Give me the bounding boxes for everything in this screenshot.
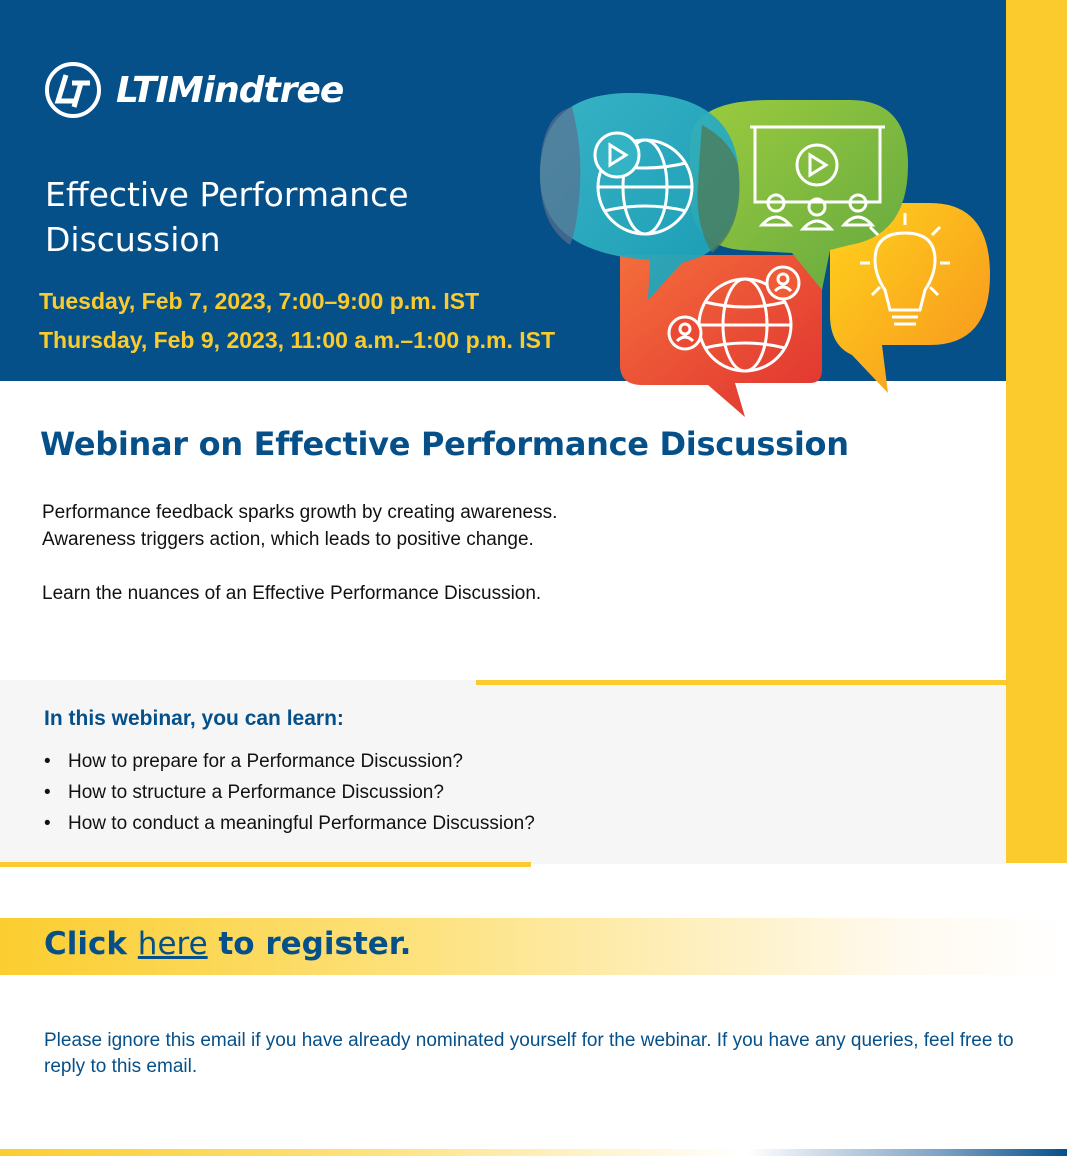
event-date-1: Tuesday, Feb 7, 2023, 7:00–9:00 p.m. IST xyxy=(39,288,480,314)
learning-top-divider xyxy=(476,680,1006,685)
footer-note: Please ignore this email if you have already nominated yourself for the webinar. If you have any queries, feel free to reply to this email. xyxy=(44,1030,1014,1077)
event-title-line-2: Discussion xyxy=(45,220,221,259)
brand-logo xyxy=(44,61,343,119)
brand-name: LTIMindtree xyxy=(116,69,344,111)
intro-line-2: Awareness triggers action, which leads to positive change. xyxy=(42,529,534,550)
learning-title: In this webinar, you can learn: xyxy=(44,707,344,730)
intro-line-3: Learn the nuances of an Effective Performance Discussion. xyxy=(42,583,542,604)
learning-item: • How to prepare for a Performance Discussion? xyxy=(44,746,535,777)
register-suffix: to register. xyxy=(207,926,412,962)
learning-item: • How to conduct a meaningful Performance Discussion? xyxy=(44,808,535,839)
event-title-line-1: Effective Performance xyxy=(45,175,409,214)
learning-bottom-divider xyxy=(0,862,531,867)
register-call-to-action xyxy=(44,926,411,962)
ltimindtree-logo-icon xyxy=(44,61,102,119)
register-prefix: Click xyxy=(44,926,138,962)
event-title xyxy=(45,172,409,262)
event-dates xyxy=(39,282,555,360)
event-date-2: Thursday, Feb 9, 2023, 11:00 a.m.–1:00 p.m. IST xyxy=(39,327,556,353)
intro-line-1: Performance feedback sparks growth by creating awareness. xyxy=(42,502,558,523)
intro-spacer xyxy=(42,553,557,580)
header-banner xyxy=(0,0,1006,381)
learning-list xyxy=(44,746,535,839)
right-accent-bar xyxy=(1006,0,1067,863)
learning-item: • How to structure a Performance Discussion? xyxy=(44,777,535,808)
webinar-heading: Webinar on Effective Performance Discussion xyxy=(40,425,849,463)
footer-gradient-band xyxy=(0,1149,1067,1156)
intro-text xyxy=(42,499,557,607)
speech-bubbles-illustration xyxy=(530,85,1010,425)
register-link[interactable]: here xyxy=(137,926,208,962)
